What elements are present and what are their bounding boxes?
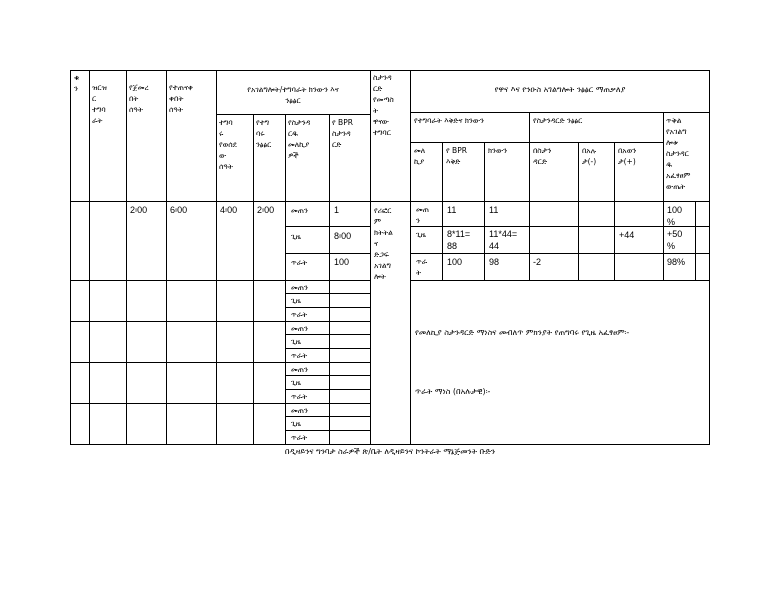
- summary-overall-time: +50 %: [667, 229, 683, 251]
- summary-overall-quantity: 100 %: [667, 205, 683, 227]
- summary-bpr-time: 8*11= 88: [447, 229, 471, 251]
- summary-measure-quantity: መጠ ን: [416, 205, 430, 225]
- header-no: ቁ ን: [74, 73, 80, 93]
- header-detail-work: ዝርዝ ር ተግባ ራት: [92, 83, 107, 125]
- header-standard-violation: ስታንዳ ርድ የመጣስ ት ዋናው ተግባር: [373, 73, 394, 137]
- row1-bpr-quality: 100: [334, 257, 350, 267]
- header-at-standard: በስታን ዳርድ: [533, 146, 552, 166]
- summary-bpr-quantity: 11: [447, 205, 457, 215]
- summary-measure-time: ጊዜ: [416, 230, 426, 239]
- header-standard-comparison: የስታንዳርድ ንፅፅር: [533, 116, 583, 125]
- group2-time: ጊዜ: [291, 296, 301, 305]
- header-summary-title: የዋና እና የንዑስ አገልግሎት ንፅፅር ማጠቃለያ: [494, 85, 626, 94]
- group2-quality: ጥራት: [291, 310, 308, 319]
- header-service-process: የአገልግሎት/ተግባራት ክንውን እና ንፅፅር: [247, 85, 339, 105]
- header-task-comparison: የተግ ባሩ ንፅፅር: [256, 118, 272, 149]
- header-performance: ክንውን: [488, 146, 508, 155]
- header-standard-indicators: የስታንዳ ርዱ መለኪያ ዎች: [288, 118, 311, 160]
- header-start-time: የጀመረ በት ሰዓት: [129, 83, 149, 114]
- summary-bpr-quality: 100: [447, 257, 463, 267]
- header-measure: መለ ኪያ: [414, 146, 426, 166]
- group3-time: ጊዜ: [291, 337, 301, 346]
- row1-comparison: 2፡00: [257, 205, 275, 215]
- summary-perf-quantity: 11: [489, 205, 499, 215]
- header-process-time: ተግባ ሩ የወሰደ ው ሰዓት: [219, 118, 237, 171]
- row1-bpr-quantity: 1: [334, 205, 340, 215]
- row1-bpr-time: 8፡00: [334, 231, 352, 241]
- group4-time: ጊዜ: [291, 378, 301, 387]
- note-time-reason: የመለኪያ ስታንዳርድ ማነስና መብለጥ ምክንያት የጠግባሩ የጊዜ አፈፃፀም፡-: [415, 328, 630, 337]
- row1-indicator-quantity: መጠን: [291, 206, 308, 215]
- summary-perf-time: 11*44= 44: [489, 229, 518, 251]
- header-bpr-plan: የ BPR እቅድ: [446, 146, 467, 166]
- footer-text: በዲዛይንና ግንባታ ስራዎች ጽ/ቤት ለዲዛይንና ኮንትራት ማኔጅመንት ቡድን: [284, 447, 496, 456]
- group5-quantity: መጠን: [291, 406, 308, 415]
- row1-indicator-quality: ጥራት: [291, 258, 308, 267]
- group2-quantity: መጠን: [291, 283, 308, 292]
- group4-quality: ጥራት: [291, 392, 308, 401]
- header-task-plan-performance: የተግባራት እቅድና ክንውን: [414, 116, 484, 125]
- summary-measure-quality: ጥራ ት: [416, 257, 428, 277]
- summary-overall-quality: 98%: [667, 257, 686, 267]
- summary-perf-quality: 98: [489, 257, 500, 267]
- group3-quality: ጥራት: [291, 351, 308, 360]
- header-end-time: የተጠናቀ ቀበት ሰዓት: [169, 83, 193, 114]
- row1-violation-text: የሪፎር ም ክትትል ና ድጋፍ አገልግ ሎት: [374, 206, 393, 281]
- header-below: በአሉ ታ(-): [582, 146, 597, 166]
- header-above: በአወን ታ(+): [618, 146, 637, 166]
- summary-standard-quality: -2: [533, 257, 542, 267]
- row1-indicator-time: ጊዜ: [291, 232, 301, 241]
- header-overall-standard: ጥቅል የአገልግ ሎቱ ስታንዳር ዱ አፈፃፀም ውጤት: [666, 116, 691, 191]
- row1-start: 2፡00: [130, 205, 148, 215]
- row1-end: 6፡00: [170, 205, 188, 215]
- group4-quantity: መጠን: [291, 365, 308, 374]
- note-quality-reason: ጥራት ማነስ (በአሉታዊ)፡-: [415, 387, 491, 396]
- group5-quality: ጥራት: [291, 433, 308, 442]
- group5-time: ጊዜ: [291, 419, 301, 428]
- row1-time-taken: 4፡00: [220, 205, 238, 215]
- summary-above-time: +44: [619, 230, 635, 240]
- header-bpr-standard: የ BPR ስታንዳ ርድ: [332, 118, 353, 149]
- group3-quantity: መጠን: [291, 324, 308, 333]
